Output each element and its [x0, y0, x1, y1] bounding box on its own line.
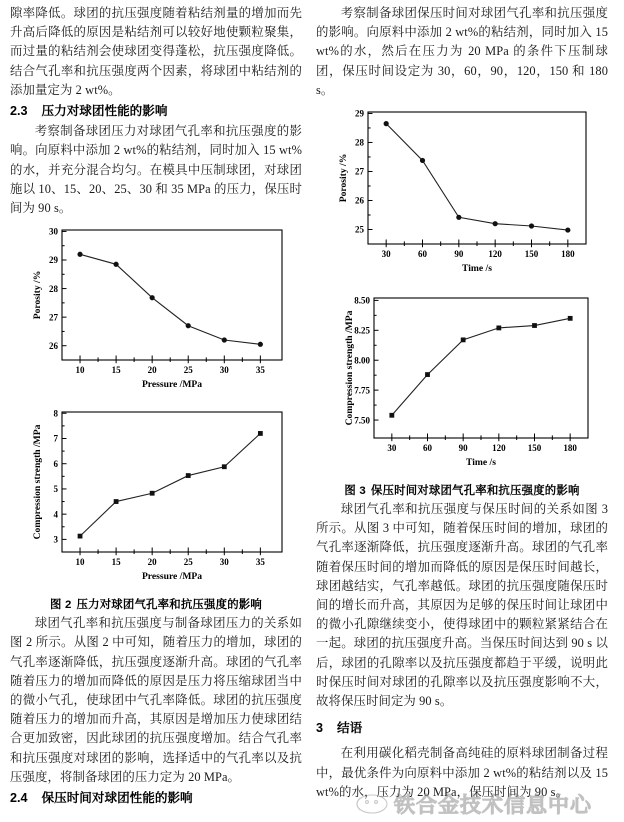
data-point-marker [222, 465, 227, 470]
y-tick-label: 7.75 [354, 385, 370, 396]
data-point-marker [565, 227, 570, 232]
y-tick-label: 27 [49, 312, 58, 323]
x-tick-label: 20 [147, 365, 157, 376]
y-tick-label: 8.00 [354, 355, 370, 366]
data-point-marker [114, 499, 119, 504]
data-series-line [392, 318, 570, 415]
x-tick-label: 15 [111, 557, 121, 568]
paragraph-left-1: 隙率降低。球团的抗压强度随着粘结剂量的增加而先升高后降低的原因是粘结剂可以较好地使颗粒聚集，而过量的粘结剂会使球团变得蓬松，抗压强度降低。结合气孔率和抗压强度两个因素，将球团中粘结剂的添加量定为 2 wt%。 [10, 6, 302, 97]
figure-2-number: 图 2 [50, 599, 72, 612]
section-number: 3 [316, 721, 324, 736]
paragraph-right-1: 考察制备球团保压时间对球团气孔率和抗压强度的影响。向原料中添加 2 wt%的粘结剂，同时加入 15 wt%的水，然后在压力为 20 MPa 的条件下压制球团，保压时间设定为 30，60，90，120，150 和 180 s。 [316, 6, 608, 97]
x-tick-label: 180 [561, 249, 575, 260]
x-tick-label: 25 [183, 365, 193, 376]
chart-svg-fig3a [316, 104, 608, 286]
data-series-line [80, 434, 260, 537]
x-tick-label: 20 [147, 557, 157, 568]
section-heading-3 [316, 719, 608, 738]
section-heading-2-4 [10, 789, 302, 808]
section-number: 2.3 [10, 104, 28, 119]
data-point-marker [493, 221, 498, 226]
x-tick-label: 30 [381, 249, 391, 260]
figure-3-text: 保压时间对球团气孔率和抗压强度的影响 [370, 485, 580, 498]
y-tick-label: 25 [355, 224, 364, 235]
data-point-marker [150, 491, 155, 496]
data-series-line [386, 124, 568, 230]
y-tick-label: 26 [355, 195, 364, 206]
x-tick-label: 15 [111, 365, 121, 376]
x-tick-label: 90 [454, 249, 464, 260]
y-tick-label: 28 [355, 137, 364, 148]
paragraph-left-3: 球团气孔率和抗压强度与制备球团压力的关系如图 2 所示。从图 2 中可知，随着压力的增加，球团的气孔率逐渐降低，抗压强度逐渐升高。球团的气孔率随着压力的增加而降低的原因是压力将压缩球团当中的微小气孔，使球团中气孔率降低。球团的抗压强度随着压力的增加而升高，其原因是增加压力使球团结合更加致密，因此球团的抗压强度增加。结合气孔率和抗压强度对球团的影响，选择适中的气孔率以及抗压强度，将制备球团的压力定为 20 MPa。 [10, 616, 302, 784]
watermark-text: 铁合金技术信息中心 [394, 794, 592, 817]
y-tick-label: 8.50 [354, 295, 370, 306]
x-tick-label: 35 [255, 365, 265, 376]
data-point-marker [532, 323, 537, 328]
y-tick-label: 5 [53, 484, 58, 495]
paragraph-left-2: 考察制备球团压力对球团气孔率和抗压强度的影响。向原料中添加 2 wt%的粘结剂，同时加入 15 wt%的水，并充分混合均匀。在模具中压制球团，对球团施以 10、15、20、25、30 和 35 MPa 的压力，保压时间为 90 s。 [10, 124, 302, 216]
x-tick-label: 150 [524, 249, 539, 260]
data-series-line [80, 255, 260, 345]
data-point-marker [186, 323, 191, 328]
figure-3-caption [316, 482, 608, 498]
right-column [316, 4, 608, 822]
x-tick-label: 180 [563, 443, 577, 454]
figure-2-text: 压力对球团气孔率和抗压强度的影响 [76, 599, 262, 612]
chart-svg-fig2b [10, 404, 302, 594]
paragraph-right-3: 在利用碳化稻壳制备高纯硅的原料球团制备过程中，最优条件为向原料中添加 2 wt%的粘结剂以及 15 wt%的水，压力为 20 MPa，保压时间为 90 s。 [316, 746, 608, 799]
data-point-marker [258, 431, 263, 436]
section-number: 2.4 [10, 791, 28, 806]
chart-svg-fig3b [316, 290, 608, 480]
section-title: 结语 [337, 721, 363, 736]
y-tick-label: 8 [53, 408, 58, 419]
data-point-marker [496, 326, 501, 331]
data-point-marker [186, 473, 191, 478]
x-tick-label: 30 [219, 365, 229, 376]
section-title: 保压时间对球团性能的影响 [41, 791, 193, 806]
data-point-marker [113, 262, 118, 267]
chart-fig2a-porosity-vs-pressure [10, 222, 302, 400]
data-point-marker [529, 223, 534, 228]
data-point-marker [420, 158, 425, 163]
left-column [10, 4, 302, 822]
x-tick-label: 60 [418, 249, 427, 260]
x-tick-label: 10 [75, 365, 85, 376]
y-axis-label: Compression strength /MPa [344, 310, 355, 426]
y-tick-label: 7.50 [354, 415, 370, 426]
data-point-marker [384, 121, 389, 126]
x-tick-label: 150 [527, 443, 542, 454]
y-axis-label: Compression strength /MPa [32, 424, 43, 540]
data-point-marker [150, 295, 155, 300]
x-tick-label: 30 [219, 557, 229, 568]
x-tick-label: 30 [387, 443, 397, 454]
y-tick-label: 26 [49, 341, 58, 352]
figure-3-number: 图 3 [344, 485, 366, 498]
y-axis-label: Porosity /% [338, 153, 349, 203]
paragraph-right-2: 球团气孔率和抗压强度与保压时间的关系如图 3 所示。从图 3 中可知，随着保压时间的增加，球团的气孔率逐渐降低，抗压强度逐渐升高。球团的气孔率随着保压时间的增加而降低的原因是保压时间越长，球团越结实，气孔率越低。球团的抗压强度随保压时间的增长而升高，其原因为足够的保压时间让球团中的微小孔隙继续变小，使得球团中的颗粒紧紧结合在一起。球团的抗压强度升高。当保压时间达到 90 s 以后，球团的孔隙率以及抗压强度都趋于平缓，说明此时保压时间对球团的孔隙率以及抗压强度影响不大，故将保压时间定为 90 s。 [316, 502, 608, 709]
data-point-marker [222, 338, 227, 343]
data-point-marker [389, 413, 394, 418]
data-point-marker [461, 337, 466, 342]
x-tick-label: 60 [423, 443, 432, 454]
chart-fig2b-strength-vs-pressure [10, 404, 302, 594]
y-tick-label: 28 [49, 284, 58, 295]
x-tick-label: 120 [492, 443, 506, 454]
x-axis-label: Time /s [466, 457, 496, 469]
data-point-marker [568, 316, 573, 321]
chart-fig3b-strength-vs-time [316, 290, 608, 480]
x-tick-label: 35 [255, 557, 265, 568]
section-title: 压力对球团性能的影响 [41, 104, 168, 119]
section-heading-2-3 [10, 102, 302, 121]
y-tick-label: 8.25 [354, 325, 370, 336]
x-tick-label: 10 [75, 557, 85, 568]
figure-2-caption [10, 596, 302, 612]
chart-fig3a-porosity-vs-time [316, 104, 608, 286]
y-tick-label: 29 [49, 255, 58, 266]
x-axis-label: Pressure /MPa [141, 571, 203, 583]
y-tick-label: 30 [49, 226, 58, 237]
y-tick-label: 6 [53, 459, 58, 470]
x-axis-label: Pressure /MPa [141, 379, 203, 391]
data-point-marker [258, 342, 263, 347]
data-point-marker [425, 372, 430, 377]
y-tick-label: 3 [53, 534, 58, 545]
data-point-marker [456, 215, 461, 220]
x-tick-label: 90 [458, 443, 468, 454]
y-tick-label: 4 [53, 509, 58, 520]
y-tick-label: 7 [53, 433, 58, 444]
y-tick-label: 27 [355, 166, 364, 177]
x-axis-label: Time /s [462, 263, 492, 275]
y-tick-label: 29 [355, 108, 364, 119]
x-tick-label: 120 [488, 249, 502, 260]
data-point-marker [78, 534, 83, 539]
y-axis-label: Porosity /% [32, 270, 43, 320]
x-tick-label: 25 [183, 557, 193, 568]
data-point-marker [77, 252, 82, 257]
chart-svg-fig2a [10, 222, 302, 400]
